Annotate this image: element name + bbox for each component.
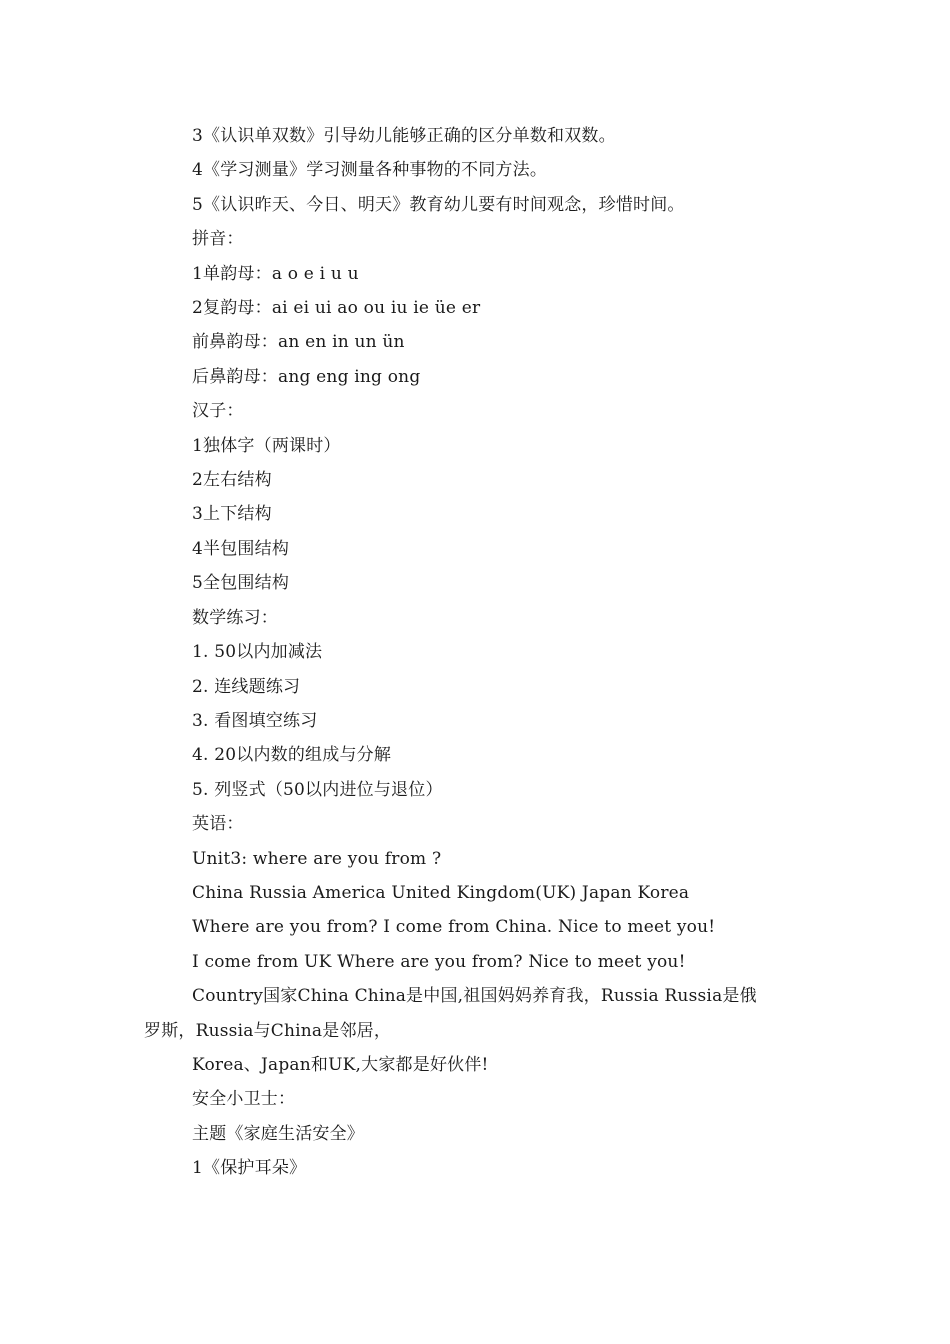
text-line: 1. 50以内加减法 — [192, 642, 323, 663]
text-line: 前鼻韵母：an en in un ün — [192, 332, 405, 353]
section-heading-math: 数学练习： — [192, 607, 278, 628]
text-line: Unit3: where are you from ? — [192, 848, 442, 869]
text-line: 3. 看图填空练习 — [192, 710, 318, 731]
text-line: 1单韵母：a o e i u u — [192, 263, 359, 284]
text-line: 后鼻韵母：ang eng ing ong — [192, 366, 421, 387]
text-line: 2. 连线题练习 — [192, 676, 301, 697]
text-line: 4. 20以内数的组成与分解 — [192, 745, 392, 766]
text-line: 1《保护耳朵》 — [192, 1158, 307, 1179]
text-line: 4半包围结构 — [192, 538, 290, 559]
text-line: Korea、Japan和UK,大家都是好伙伴! — [192, 1054, 489, 1075]
text-line: Where are you from? I come from China. Nice to meet you! — [192, 917, 716, 938]
document-body — [144, 119, 808, 1186]
text-line: 2左右结构 — [192, 470, 272, 491]
section-heading-safety: 安全小卫士： — [192, 1089, 296, 1110]
text-line: 3上下结构 — [192, 504, 272, 525]
text-line: 5《认识昨天、今日、明天》教育幼儿要有时间观念，珍惜时间。 — [192, 194, 685, 215]
section-heading-pinyin: 拼音： — [192, 229, 244, 250]
text-line: 主题《家庭生活安全》 — [192, 1123, 364, 1144]
text-line: I come from UK Where are you from? Nice to meet you! — [192, 951, 686, 972]
text-line: China Russia America United Kingdom(UK) Japan Korea — [192, 882, 690, 903]
text-line: 2复韵母：ai ei ui ao ou iu ie üe er — [192, 298, 481, 319]
text-line: 5全包围结构 — [192, 573, 290, 594]
section-heading-english: 英语： — [192, 814, 244, 835]
text-line: 4《学习测量》学习测量各种事物的不同方法。 — [192, 160, 548, 181]
text-line: 1独体字（两课时） — [192, 435, 341, 456]
song-line-1: Country国家China China是中国,祖国妈妈养育我，Russia Russia是俄 — [192, 986, 757, 1007]
song-line-2: 罗斯，Russia与China是邻居， — [144, 1020, 392, 1041]
text-line: 5. 列竖式（50以内进位与退位） — [192, 779, 443, 800]
song-paragraph — [144, 979, 808, 1048]
text-line: 3《认识单双数》引导幼儿能够正确的区分单数和双数。 — [192, 126, 616, 146]
section-heading-hanzi: 汉子： — [192, 401, 244, 422]
